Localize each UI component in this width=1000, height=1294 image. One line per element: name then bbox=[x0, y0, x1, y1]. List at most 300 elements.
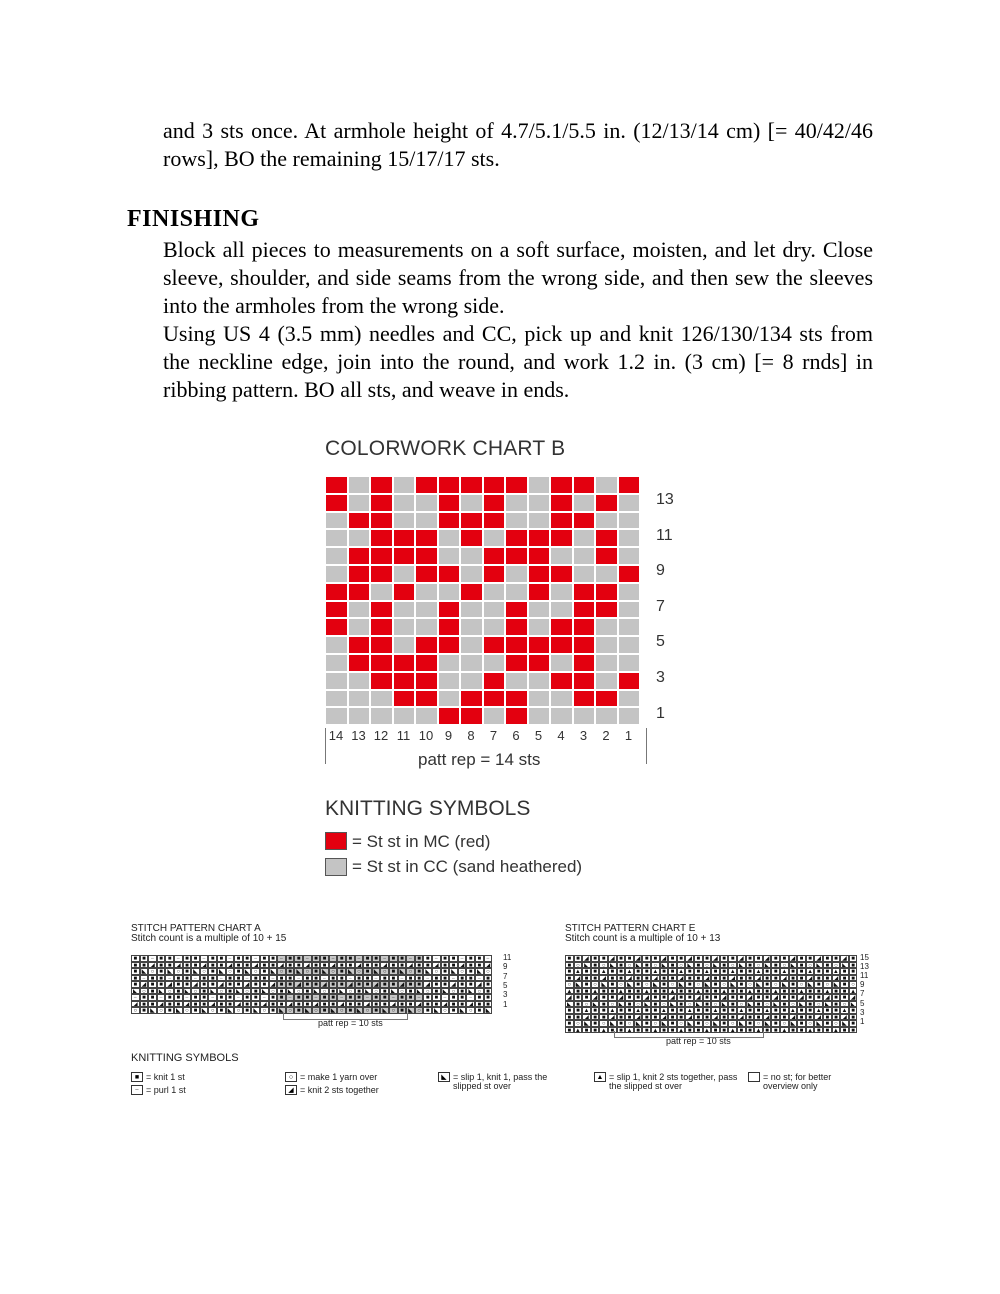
stitch-cell: ■ bbox=[591, 1007, 600, 1014]
chart-cell bbox=[370, 565, 393, 583]
chart-cell bbox=[370, 690, 393, 708]
stitch-cell: ○ bbox=[780, 1020, 789, 1027]
skp-symbol-icon: ◣ bbox=[438, 1072, 450, 1082]
legend-mc-label: = St st in MC (red) bbox=[352, 832, 491, 851]
stitch-cell: ◣ bbox=[592, 1001, 598, 1007]
stitch-cell: ◣ bbox=[322, 969, 327, 975]
chart-cell bbox=[550, 672, 573, 690]
stitch-cell: ○ bbox=[754, 1020, 763, 1027]
chart-cell bbox=[415, 654, 438, 672]
chart-a-repeat-bracket bbox=[283, 1013, 408, 1020]
stitch-cell: ◣ bbox=[253, 1008, 258, 1014]
stitch-cell: ■ bbox=[797, 1007, 806, 1014]
stitch-cell: ▲ bbox=[772, 988, 779, 994]
stitch-cell: ■ bbox=[591, 1027, 600, 1034]
column-number-label: 14 bbox=[328, 728, 344, 743]
legend-cc-label: = St st in CC (sand heathered) bbox=[352, 857, 583, 876]
chart-cell bbox=[415, 601, 438, 619]
sk2p-symbol-label: = slip 1, knit 2 sts together, pass the slipped st over bbox=[609, 1072, 738, 1091]
stitch-cell: ■ bbox=[234, 981, 243, 988]
stitch-cell: ■ bbox=[574, 994, 583, 1001]
stitch-cell: ■ bbox=[475, 962, 484, 969]
stitch-cell: ■ bbox=[355, 981, 364, 988]
chart-cell bbox=[483, 601, 506, 619]
stitch-cell: ▲ bbox=[592, 988, 599, 994]
stitch-cell: ○ bbox=[642, 981, 651, 988]
stitch-cell: ■ bbox=[771, 975, 780, 982]
stitch-cell: ◢ bbox=[635, 1014, 641, 1020]
stitch-cell: ◢ bbox=[158, 1001, 164, 1007]
stitch-cell: ◣ bbox=[721, 1001, 727, 1007]
stitch-cell: − bbox=[294, 975, 303, 982]
stitch-cell: ○ bbox=[840, 1001, 849, 1008]
chart-cell bbox=[528, 690, 551, 708]
stitch-cell: ■ bbox=[737, 975, 746, 982]
stitch-cell: ■ bbox=[651, 1001, 660, 1008]
stitch-cell: ◢ bbox=[781, 975, 787, 981]
stitch-cell: ■ bbox=[140, 955, 149, 962]
stitch-cell: ■ bbox=[363, 968, 372, 975]
chart-cell bbox=[505, 601, 528, 619]
stitch-cell: ■ bbox=[823, 1014, 832, 1021]
stitch-cell: ○ bbox=[677, 962, 686, 969]
stitch-cell: ○ bbox=[380, 968, 389, 975]
chart-cell bbox=[505, 529, 528, 547]
stitch-cell: ■ bbox=[389, 981, 398, 988]
stitch-cell: − bbox=[208, 994, 217, 1001]
chart-cell bbox=[370, 583, 393, 601]
stitch-cell: ■ bbox=[728, 1001, 737, 1008]
chart-cell bbox=[573, 707, 596, 725]
stitch-cell: ■ bbox=[449, 955, 458, 962]
stitch-cell: − bbox=[484, 955, 493, 962]
stitch-cell: ◢ bbox=[347, 982, 353, 988]
chart-cell bbox=[505, 494, 528, 512]
stitch-cell: ■ bbox=[789, 994, 798, 1001]
stitch-cell: ◢ bbox=[270, 982, 276, 988]
chart-cell bbox=[370, 529, 393, 547]
stitch-cell: ■ bbox=[286, 962, 295, 969]
stitch-cell: ■ bbox=[823, 968, 832, 975]
stitch-cell: ○ bbox=[599, 1020, 608, 1027]
stitch-cell: ■ bbox=[823, 962, 832, 969]
stitch-cell: ■ bbox=[406, 1001, 415, 1008]
stitch-cell: ○ bbox=[363, 1007, 372, 1014]
stitch-cell: ■ bbox=[226, 975, 235, 982]
chart-cell bbox=[550, 512, 573, 530]
paragraph-blocking: Block all pieces to measurements on a soft surface, moisten, and let dry. Close sleeve, shoulder, and side seams from the wrong side, and then sew the sleeves into the armholes from the wrong side. bbox=[163, 237, 873, 318]
stitch-cell: ■ bbox=[208, 968, 217, 975]
stitch-cell: ■ bbox=[243, 994, 252, 1001]
stitch-cell: ◣ bbox=[833, 982, 839, 988]
stitch-cell: ■ bbox=[294, 994, 303, 1001]
stitch-cell: ■ bbox=[617, 968, 626, 975]
stitch-cell: ◢ bbox=[193, 982, 198, 988]
stitch-cell: ◢ bbox=[132, 1001, 138, 1007]
stitch-cell: − bbox=[217, 975, 226, 982]
chart-cell bbox=[438, 512, 461, 530]
stitch-cell: ■ bbox=[243, 1007, 252, 1014]
stitch-cell: ■ bbox=[651, 955, 660, 962]
stitch-cell: ◣ bbox=[816, 1021, 821, 1027]
stitch-cell: ▲ bbox=[686, 1008, 693, 1014]
stitch-cell: ■ bbox=[423, 955, 432, 962]
stitch-cell: ■ bbox=[720, 1020, 729, 1027]
stitch-cell: ○ bbox=[763, 1001, 772, 1008]
stitch-cell: ▲ bbox=[678, 969, 685, 975]
chart-cell bbox=[528, 618, 551, 636]
stitch-cell: ○ bbox=[484, 968, 493, 975]
stitch-cell: ◣ bbox=[382, 1008, 387, 1014]
stitch-cell: ■ bbox=[746, 1020, 755, 1027]
chart-cell bbox=[505, 476, 528, 494]
stitch-cell: ■ bbox=[157, 981, 166, 988]
stitch-cell: ○ bbox=[677, 1020, 686, 1027]
stitch-cell: ◢ bbox=[670, 995, 675, 1001]
stitch-cell: ■ bbox=[677, 955, 686, 962]
stitch-cell: ◢ bbox=[738, 956, 744, 962]
stitch-cell: ■ bbox=[754, 1014, 763, 1021]
stitch-cell: ◢ bbox=[304, 962, 310, 968]
stitch-cell: ○ bbox=[608, 1001, 617, 1008]
stitch-cell: ■ bbox=[217, 994, 226, 1001]
stitch-cell: ▲ bbox=[660, 1008, 667, 1014]
stitch-cell: ◣ bbox=[167, 969, 172, 975]
stitch-cell: ■ bbox=[286, 968, 295, 975]
chart-cell bbox=[370, 707, 393, 725]
stitch-cell: ■ bbox=[260, 962, 269, 969]
chart-cell bbox=[550, 707, 573, 725]
stitch-cell: ■ bbox=[668, 1007, 677, 1014]
stitch-cell: ◢ bbox=[687, 1014, 692, 1020]
stitch-cell: ■ bbox=[771, 962, 780, 969]
stitch-cell: ◣ bbox=[738, 1021, 744, 1027]
stitch-cell: ■ bbox=[337, 962, 346, 969]
stitch-cell: ■ bbox=[226, 994, 235, 1001]
stitch-cell: ■ bbox=[849, 955, 858, 962]
stitch-cell: ◣ bbox=[356, 1008, 362, 1014]
stitch-cell: ◣ bbox=[790, 962, 796, 968]
stitch-cell: ■ bbox=[441, 962, 450, 969]
stitch-cell: ■ bbox=[398, 962, 407, 969]
stitch-cell: ■ bbox=[634, 994, 643, 1001]
stitch-cell: ▲ bbox=[600, 969, 607, 975]
stitch-cell: ○ bbox=[789, 1001, 798, 1008]
chart-e-title: STITCH PATTERN CHART E bbox=[565, 923, 696, 934]
stitch-cell: ■ bbox=[157, 975, 166, 982]
chart-cell bbox=[325, 529, 348, 547]
stitch-cell: ■ bbox=[694, 968, 703, 975]
chart-cell bbox=[325, 583, 348, 601]
stitch-cell: ■ bbox=[797, 1014, 806, 1021]
chart-cell bbox=[550, 494, 573, 512]
chart-cell bbox=[348, 583, 371, 601]
stitch-cell: ■ bbox=[642, 962, 651, 969]
chart-cell bbox=[415, 707, 438, 725]
stitch-cell: − bbox=[165, 975, 174, 982]
stitch-cell: ■ bbox=[432, 975, 441, 982]
stitch-cell: ◢ bbox=[713, 956, 718, 962]
chart-cell bbox=[438, 690, 461, 708]
stitch-cell: ◢ bbox=[575, 975, 581, 981]
chart-cell bbox=[528, 601, 551, 619]
chart-cell bbox=[550, 565, 573, 583]
column-number-label: 11 bbox=[396, 728, 411, 743]
stitch-cell: ◣ bbox=[227, 1008, 233, 1014]
chart-cell bbox=[505, 583, 528, 601]
stitch-cell: ■ bbox=[703, 1007, 712, 1014]
stitch-cell: ■ bbox=[703, 1014, 712, 1021]
stitch-cell: ○ bbox=[746, 981, 755, 988]
stitch-cell: ○ bbox=[355, 968, 364, 975]
stitch-cell: ■ bbox=[406, 988, 415, 995]
stitch-cell: ◢ bbox=[287, 1001, 293, 1007]
chart-cell bbox=[438, 494, 461, 512]
stitch-cell: ■ bbox=[183, 962, 192, 969]
stitch-cell: ◣ bbox=[695, 1001, 701, 1007]
chart-cell bbox=[618, 476, 641, 494]
stitch-cell: ▲ bbox=[652, 969, 659, 975]
stitch-cell: ▲ bbox=[669, 988, 676, 994]
stitch-cell: ■ bbox=[685, 975, 694, 982]
stitch-cell: ■ bbox=[806, 1007, 815, 1014]
stitch-cell: ▲ bbox=[643, 988, 650, 994]
stitch-cell: ▲ bbox=[729, 1027, 736, 1033]
stitch-cell: ◣ bbox=[132, 988, 138, 994]
stitch-cell: − bbox=[312, 994, 321, 1001]
stitch-cell: − bbox=[372, 975, 381, 982]
stitch-cell: ○ bbox=[157, 1007, 166, 1014]
stitch-cell: ■ bbox=[711, 988, 720, 995]
stitch-cell: ▲ bbox=[755, 969, 762, 975]
stitch-cell: ■ bbox=[380, 988, 389, 995]
stitch-cell: ■ bbox=[599, 1007, 608, 1014]
stitch-cell: ■ bbox=[346, 994, 355, 1001]
stitch-cell: ■ bbox=[131, 962, 140, 969]
chart-cell bbox=[573, 618, 596, 636]
stitch-cell: ■ bbox=[617, 955, 626, 962]
chart-cell bbox=[348, 565, 371, 583]
stitch-cell: ◣ bbox=[373, 969, 379, 975]
stitch-cell: ▲ bbox=[832, 1027, 839, 1033]
stitch-cell: ■ bbox=[574, 1007, 583, 1014]
stitch-cell: ▲ bbox=[574, 1027, 581, 1033]
stitch-cell: ■ bbox=[660, 1027, 669, 1034]
stitch-cell: − bbox=[251, 955, 260, 962]
stitch-cell: ■ bbox=[415, 968, 424, 975]
chart-cell bbox=[415, 512, 438, 530]
chart-cell bbox=[460, 565, 483, 583]
stitch-cell: ■ bbox=[771, 1007, 780, 1014]
stitch-cell: ■ bbox=[277, 981, 286, 988]
stitch-cell: ■ bbox=[806, 1014, 815, 1021]
chart-a-subtitle: Stitch count is a multiple of 10 + 15 bbox=[131, 933, 287, 944]
chart-cell bbox=[528, 583, 551, 601]
stitch-cell: ▲ bbox=[695, 988, 702, 994]
stitch-cell: ■ bbox=[823, 1027, 832, 1034]
stitch-cell: ■ bbox=[797, 962, 806, 969]
stitch-cell: ○ bbox=[286, 1007, 295, 1014]
stitch-cell: ■ bbox=[389, 975, 398, 982]
chart-cell bbox=[438, 601, 461, 619]
stitch-cell: ■ bbox=[651, 988, 660, 995]
stitch-cell: ◢ bbox=[261, 1001, 267, 1007]
chart-cell bbox=[550, 690, 573, 708]
stitch-cell: ○ bbox=[565, 981, 574, 988]
chart-cell bbox=[573, 547, 596, 565]
stitch-cell: ■ bbox=[814, 981, 823, 988]
stitch-cell: ▲ bbox=[703, 1027, 710, 1033]
chart-cell bbox=[573, 636, 596, 654]
chart-cell bbox=[573, 672, 596, 690]
stitch-cell: ■ bbox=[797, 975, 806, 982]
stitch-cell: − bbox=[140, 975, 149, 982]
stitch-cell: ◣ bbox=[609, 962, 615, 968]
stitch-cell: ■ bbox=[251, 994, 260, 1001]
stitch-cell: ◢ bbox=[459, 962, 465, 968]
stitch-cell: ○ bbox=[832, 1020, 841, 1027]
stitch-cell: ■ bbox=[458, 988, 467, 995]
stitch-cell: ■ bbox=[423, 962, 432, 969]
stitch-cell: ■ bbox=[277, 994, 286, 1001]
stitch-cell: ■ bbox=[703, 994, 712, 1001]
stitch-cell: ■ bbox=[372, 994, 381, 1001]
stitch-cell: ○ bbox=[320, 988, 329, 995]
yarn-over-symbol-label: = make 1 yarn over bbox=[300, 1072, 378, 1082]
stitch-cell: ◣ bbox=[442, 988, 448, 994]
chart-cell bbox=[505, 565, 528, 583]
knit-symbol-label: = knit 1 st bbox=[146, 1072, 185, 1082]
stitch-cell: ■ bbox=[685, 981, 694, 988]
stitch-cell: ◢ bbox=[566, 995, 572, 1001]
chart-cell bbox=[370, 672, 393, 690]
stitch-cell: ▲ bbox=[678, 1027, 685, 1033]
stitch-cell: ■ bbox=[849, 962, 858, 969]
stitch-cell: ◢ bbox=[747, 995, 753, 1001]
stitch-cell: ■ bbox=[728, 994, 737, 1001]
stitch-cell: ○ bbox=[183, 1007, 192, 1014]
stitch-cell: ○ bbox=[720, 981, 729, 988]
stitch-cell: ◣ bbox=[304, 1008, 310, 1014]
stitch-cell: ■ bbox=[780, 1001, 789, 1008]
chart-cell bbox=[370, 476, 393, 494]
stitch-cell: ◢ bbox=[433, 962, 439, 968]
chart-cell bbox=[348, 690, 371, 708]
stitch-cell: − bbox=[157, 994, 166, 1001]
stitch-cell: ■ bbox=[251, 975, 260, 982]
stitch-cell: ○ bbox=[269, 988, 278, 995]
stitch-cell: ○ bbox=[694, 981, 703, 988]
chart-cell bbox=[438, 476, 461, 494]
stitch-cell: ▲ bbox=[652, 1027, 659, 1033]
chart-cell bbox=[460, 707, 483, 725]
chart-cell bbox=[483, 654, 506, 672]
stitch-cell: ◢ bbox=[408, 962, 413, 968]
stitch-cell: ■ bbox=[389, 968, 398, 975]
stitch-cell: ◣ bbox=[584, 962, 589, 968]
stitch-cell: ■ bbox=[780, 1014, 789, 1021]
stitch-cell: ■ bbox=[599, 1014, 608, 1021]
stitch-cell: ■ bbox=[789, 968, 798, 975]
stitch-cell: ■ bbox=[398, 1007, 407, 1014]
stitch-cell: ◢ bbox=[416, 1001, 422, 1007]
stitch-cell: ▲ bbox=[738, 1008, 745, 1014]
stitch-cell: − bbox=[131, 994, 140, 1001]
stitch-cell: ■ bbox=[763, 968, 772, 975]
stitch-cell: ◣ bbox=[799, 1001, 804, 1007]
chart-cell bbox=[393, 618, 416, 636]
row-number-label: 11 bbox=[656, 526, 673, 544]
stitch-cell: ■ bbox=[711, 1027, 720, 1034]
stitch-cell: ■ bbox=[217, 1007, 226, 1014]
stitch-cell: ■ bbox=[260, 955, 269, 962]
chart-cell bbox=[550, 583, 573, 601]
stitch-cell: ■ bbox=[191, 994, 200, 1001]
stitch-cell: ■ bbox=[140, 1007, 149, 1014]
chart-cell bbox=[595, 476, 618, 494]
stitch-cell: ◢ bbox=[627, 975, 632, 981]
stitch-cell: ○ bbox=[651, 962, 660, 969]
chart-cell bbox=[483, 672, 506, 690]
chart-cell bbox=[595, 690, 618, 708]
stitch-cell: ■ bbox=[582, 975, 591, 982]
stitch-cell: ■ bbox=[634, 1027, 643, 1034]
stitch-cell: ▲ bbox=[755, 1027, 762, 1033]
stitch-cell: ■ bbox=[484, 975, 493, 982]
chart-cell bbox=[415, 476, 438, 494]
stitch-cell: ■ bbox=[840, 1027, 849, 1034]
stitch-cell: ■ bbox=[797, 955, 806, 962]
chart-a-repeat-label: patt rep = 10 sts bbox=[318, 1018, 383, 1028]
stitch-cell: ■ bbox=[668, 1014, 677, 1021]
chart-cell bbox=[460, 654, 483, 672]
chart-cell bbox=[550, 547, 573, 565]
stitch-cell: ○ bbox=[191, 988, 200, 995]
chart-cell bbox=[415, 672, 438, 690]
stitch-cell: ■ bbox=[389, 962, 398, 969]
chart-cell bbox=[618, 618, 641, 636]
stitch-cell: ■ bbox=[591, 975, 600, 982]
chart-cell bbox=[618, 672, 641, 690]
chart-cell bbox=[505, 547, 528, 565]
stitch-cell: ◣ bbox=[850, 1001, 856, 1007]
stitch-cell: ■ bbox=[617, 1020, 626, 1027]
stitch-cell: ■ bbox=[574, 1001, 583, 1008]
chart-cell bbox=[348, 529, 371, 547]
chart-cell bbox=[393, 707, 416, 725]
chart-cell bbox=[528, 636, 551, 654]
stitch-cell: ■ bbox=[200, 994, 209, 1001]
chart-cell bbox=[370, 654, 393, 672]
stitch-cell: ○ bbox=[728, 1020, 737, 1027]
stitch-cell: ◣ bbox=[661, 1021, 667, 1027]
stitch-cell: − bbox=[475, 975, 484, 982]
column-number-label: 13 bbox=[351, 728, 366, 743]
chart-cell bbox=[550, 618, 573, 636]
stitch-cell: ■ bbox=[565, 968, 574, 975]
stitch-cell: ■ bbox=[380, 1001, 389, 1008]
stitch-cell: ■ bbox=[849, 968, 858, 975]
chart-cell bbox=[348, 672, 371, 690]
stitch-row-number: 5 bbox=[503, 980, 508, 990]
stitch-cell: ○ bbox=[574, 1020, 583, 1027]
stitch-cell: ◢ bbox=[790, 1014, 796, 1020]
stitch-cell: ■ bbox=[746, 1014, 755, 1021]
stitch-cell: ■ bbox=[694, 1007, 703, 1014]
stitch-cell: ■ bbox=[797, 1020, 806, 1027]
stitch-cell: ■ bbox=[449, 1001, 458, 1008]
stitch-cell: ■ bbox=[165, 1007, 174, 1014]
